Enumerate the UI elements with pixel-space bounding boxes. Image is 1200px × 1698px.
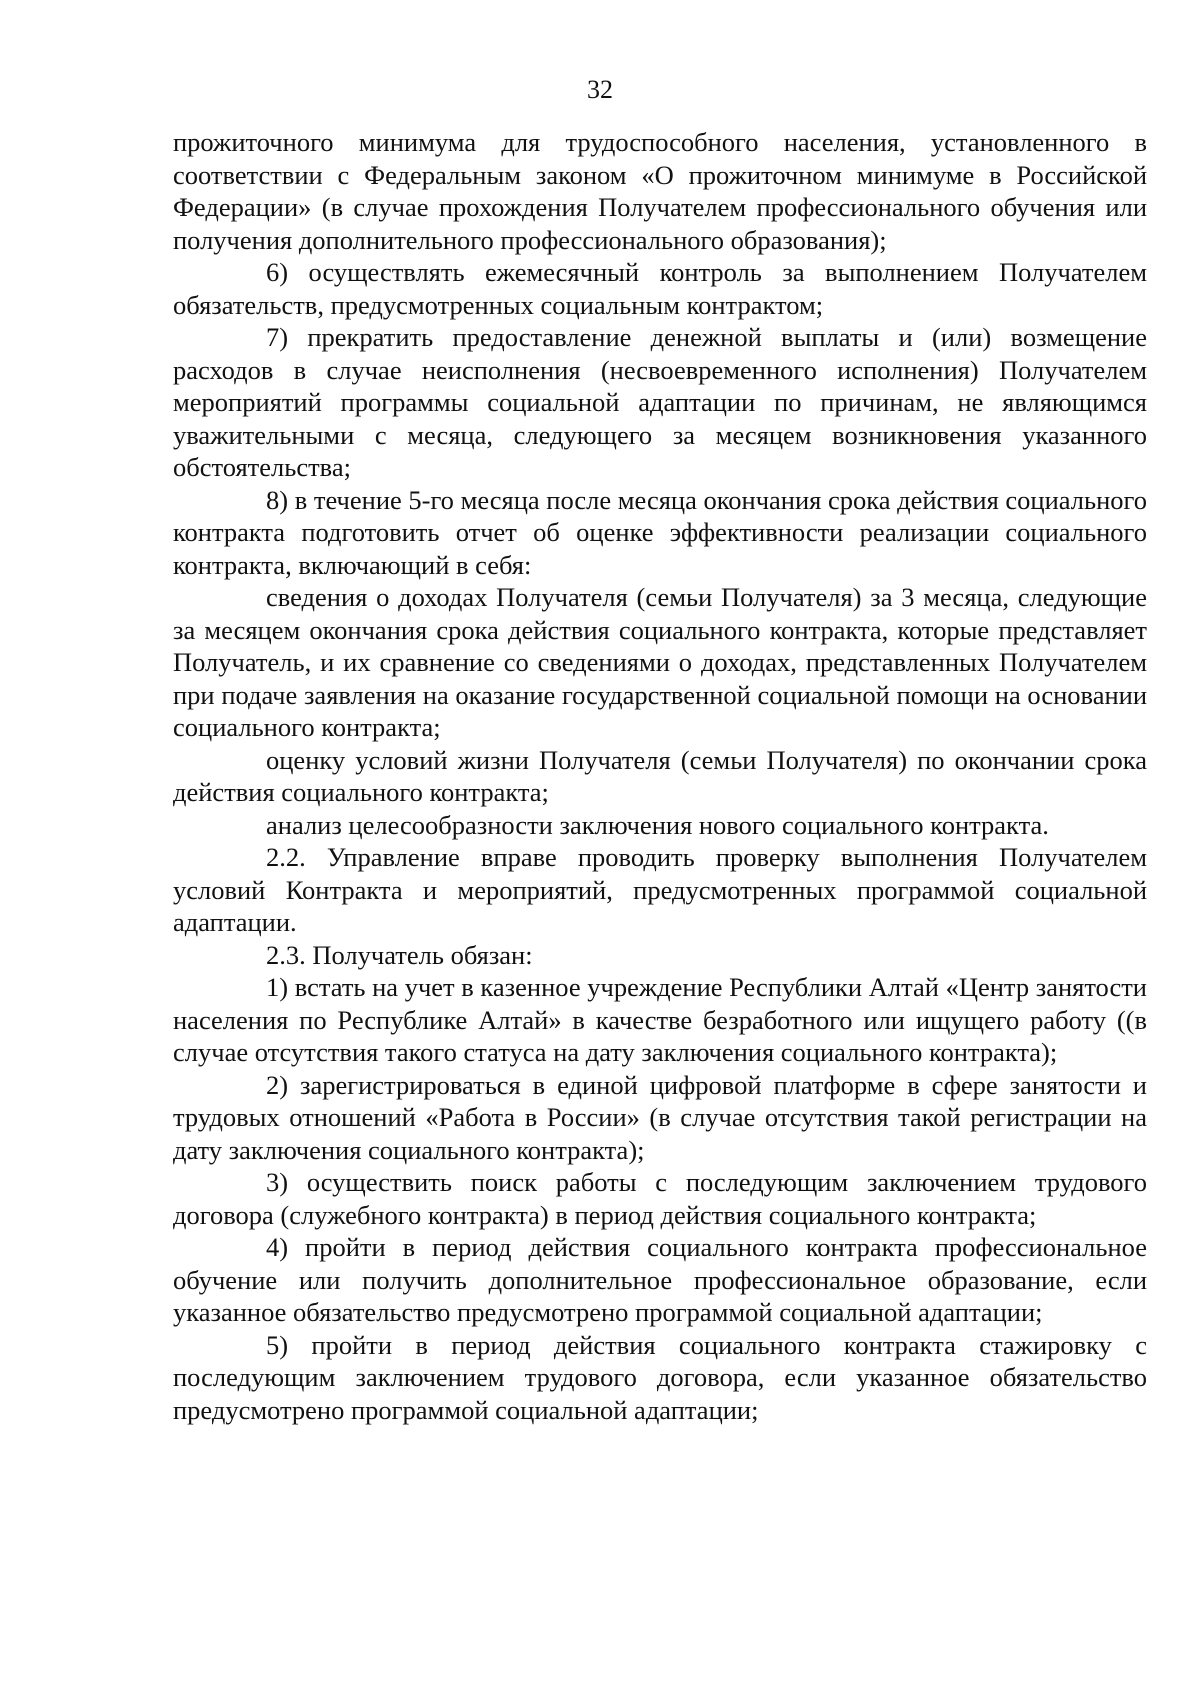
paragraph-obligation-5: 5) пройти в период действия социального контракта стажировку с последующим заключением трудового договора, если указанное обязательство предусмотрено программой социальной адаптации;	[173, 1329, 1147, 1425]
paragraph-item-6: 6) осуществлять ежемесячный контроль за выполнением Получателем обязательств, предусмотренных социальным контрактом;	[173, 257, 1147, 320]
paragraph-section-2-3: 2.3. Получатель обязан:	[266, 939, 533, 970]
page-number: 32	[587, 75, 613, 104]
paragraph-item-7: 7) прекратить предоставление денежной выплаты и (или) возмещение расходов в случае неисполнения (несвоевременного исполнения) Получателем мероприятий программы социальной адаптации по причинам, не являющимся уважительными с месяца, следующего за месяцем возникновения указанного обстоятельства;	[173, 322, 1147, 482]
paragraph-item-8: 8) в течение 5-го месяца после месяца окончания срока действия социального контракта подготовить отчет об оценке эффективности реализации социального контракта, включающий в себя:	[173, 484, 1147, 580]
paragraph-obligation-1: 1) встать на учет в казенное учреждение Республики Алтай «Центр занятости населения по Республике Алтай» в качестве безработного или ищущего работу ((в случае отсутствия такого статуса на дату заключения социального контракта);	[173, 972, 1147, 1067]
paragraph-living-conditions: оценку условий жизни Получателя (семьи Получателя) по окончании срока действия социального контракта;	[173, 744, 1147, 807]
paragraph-section-2-2: 2.2. Управление вправе проводить проверку выполнения Получателем условий Контракта и мероприятий, предусмотренных программой социальной адаптации.	[173, 842, 1147, 937]
paragraph-obligation-3: 3) осуществить поиск работы с последующим заключением трудового договора (служебного контракта) в период действия социального контракта;	[173, 1167, 1147, 1230]
paragraph-obligation-4: 4) пройти в период действия социального контракта профессиональное обучение или получить дополнительное профессиональное образование, если указанное обязательство предусмотрено программой социальной адаптации;	[173, 1232, 1147, 1327]
document-body	[173, 126, 1147, 1426]
paragraph-obligation-2: 2) зарегистрироваться в единой цифровой платформе в сфере занятости и трудовых отношений «Работа в России» (в случае отсутствия такой регистрации на дату заключения социального контракта);	[173, 1069, 1147, 1165]
paragraph-income-info: сведения о доходах Получателя (семьи Получателя) за 3 месяца, следующие за месяцем окончания срока действия социального контракта, которые представляет Получатель, и их сравнение со сведениями о доходах, представленных Получателем при подаче заявления на оказание государственной социальной помощи на основании социального контракта;	[173, 582, 1147, 742]
paragraph-continuation: прожиточного минимума для трудоспособного населения, установленного в соответствии с Федеральным законом «О прожиточном минимуме в Российской Федерации» (в случае прохождения Получателем профессионального обучения или получения дополнительного профессионального образования);	[173, 127, 1147, 255]
paragraph-analysis: анализ целесообразности заключения нового социального контракта.	[266, 809, 1049, 840]
